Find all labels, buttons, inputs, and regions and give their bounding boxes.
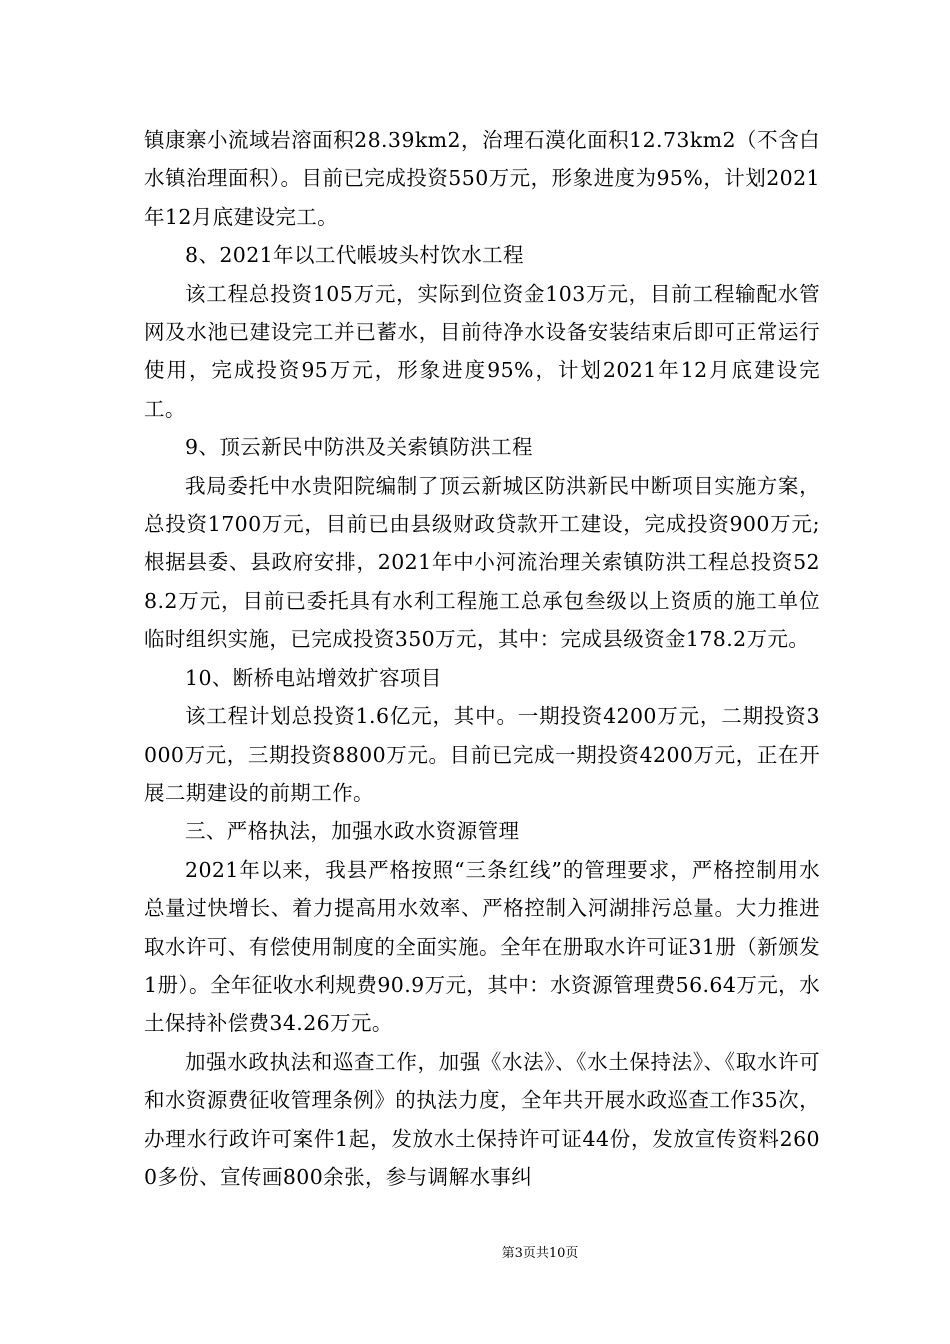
paragraph-enforcement: 加强水政执法和巡查工作，加强《水法》、《水土保持法》、《取水许可和水资源费征收管理条例》的执法力度，全年共开展水政巡查工作35次，办理水行政许可案件1起，发放水土保持许可证44份，发放宣传资料2600多份、宣传画800余张，参与调解水事纠 [144,1049,820,1189]
heading-item-10: 10、断桥电站增效扩容项目 [185,665,442,690]
heading-item-9: 9、顶云新民中防洪及关索镇防洪工程 [185,435,533,460]
paragraph-1: 镇康寨小流域岩溶面积28.39km2，治理石漠化面积12.73km2（不含白水镇治理面积）。目前已完成投资550万元，形象进度为95%，计划2021年12月底建设完工。 [144,128,820,229]
section-heading-3: 三、严格执法，加强水政水资源管理 [185,819,520,844]
paragraph-section-3: 2021年以来，我县严格按照“三条红线”的管理要求，严格控制用水总量过快增长、着力提高用水效率、严格控制入河湖排污总量。大力推进取水许可、有偿使用制度的全面实施。全年在册取水许可证31册（新颁发1册）。全年征收水利规费90.9万元，其中：水资源管理费56.64万元，水土保持补偿费34.26万元。 [144,857,820,1036]
heading-item-8: 8、2021年以工代帳坡头村饮水工程 [185,243,524,268]
page-number-footer: 第3页共10页 [501,1246,579,1261]
paragraph-item-9: 我局委托中水贵阳院编制了顶云新城区防洪新民中断项目实施方案，总投资1700万元，目前已由县级财政贷款开工建设，完成投资900万元;根据县委、县政府安排，2021年中小河流治理关索镇防洪工程总投资528.2万元，目前已委托具有水利工程施工总承包叁级以上资质的施工单位临时组织实施，已完成投资350万元，其中：完成县级资金178.2万元。 [144,473,820,652]
document-body [144,121,820,1196]
paragraph-item-10: 该工程计划总投资1.6亿元，其中。一期投资4200万元，二期投资3000万元，三期投资8800万元。目前已完成一期投资4200万元，正在开展二期建设的前期工作。 [144,704,820,805]
paragraph-item-8: 该工程总投资105万元，实际到位资金103万元，目前工程输配水管网及水池已建设完工并已蓄水，目前待净水设备安装结束后即可正常运行使用，完成投资95万元，形象进度95%，计划2021年12月底建设完工。 [144,281,820,421]
